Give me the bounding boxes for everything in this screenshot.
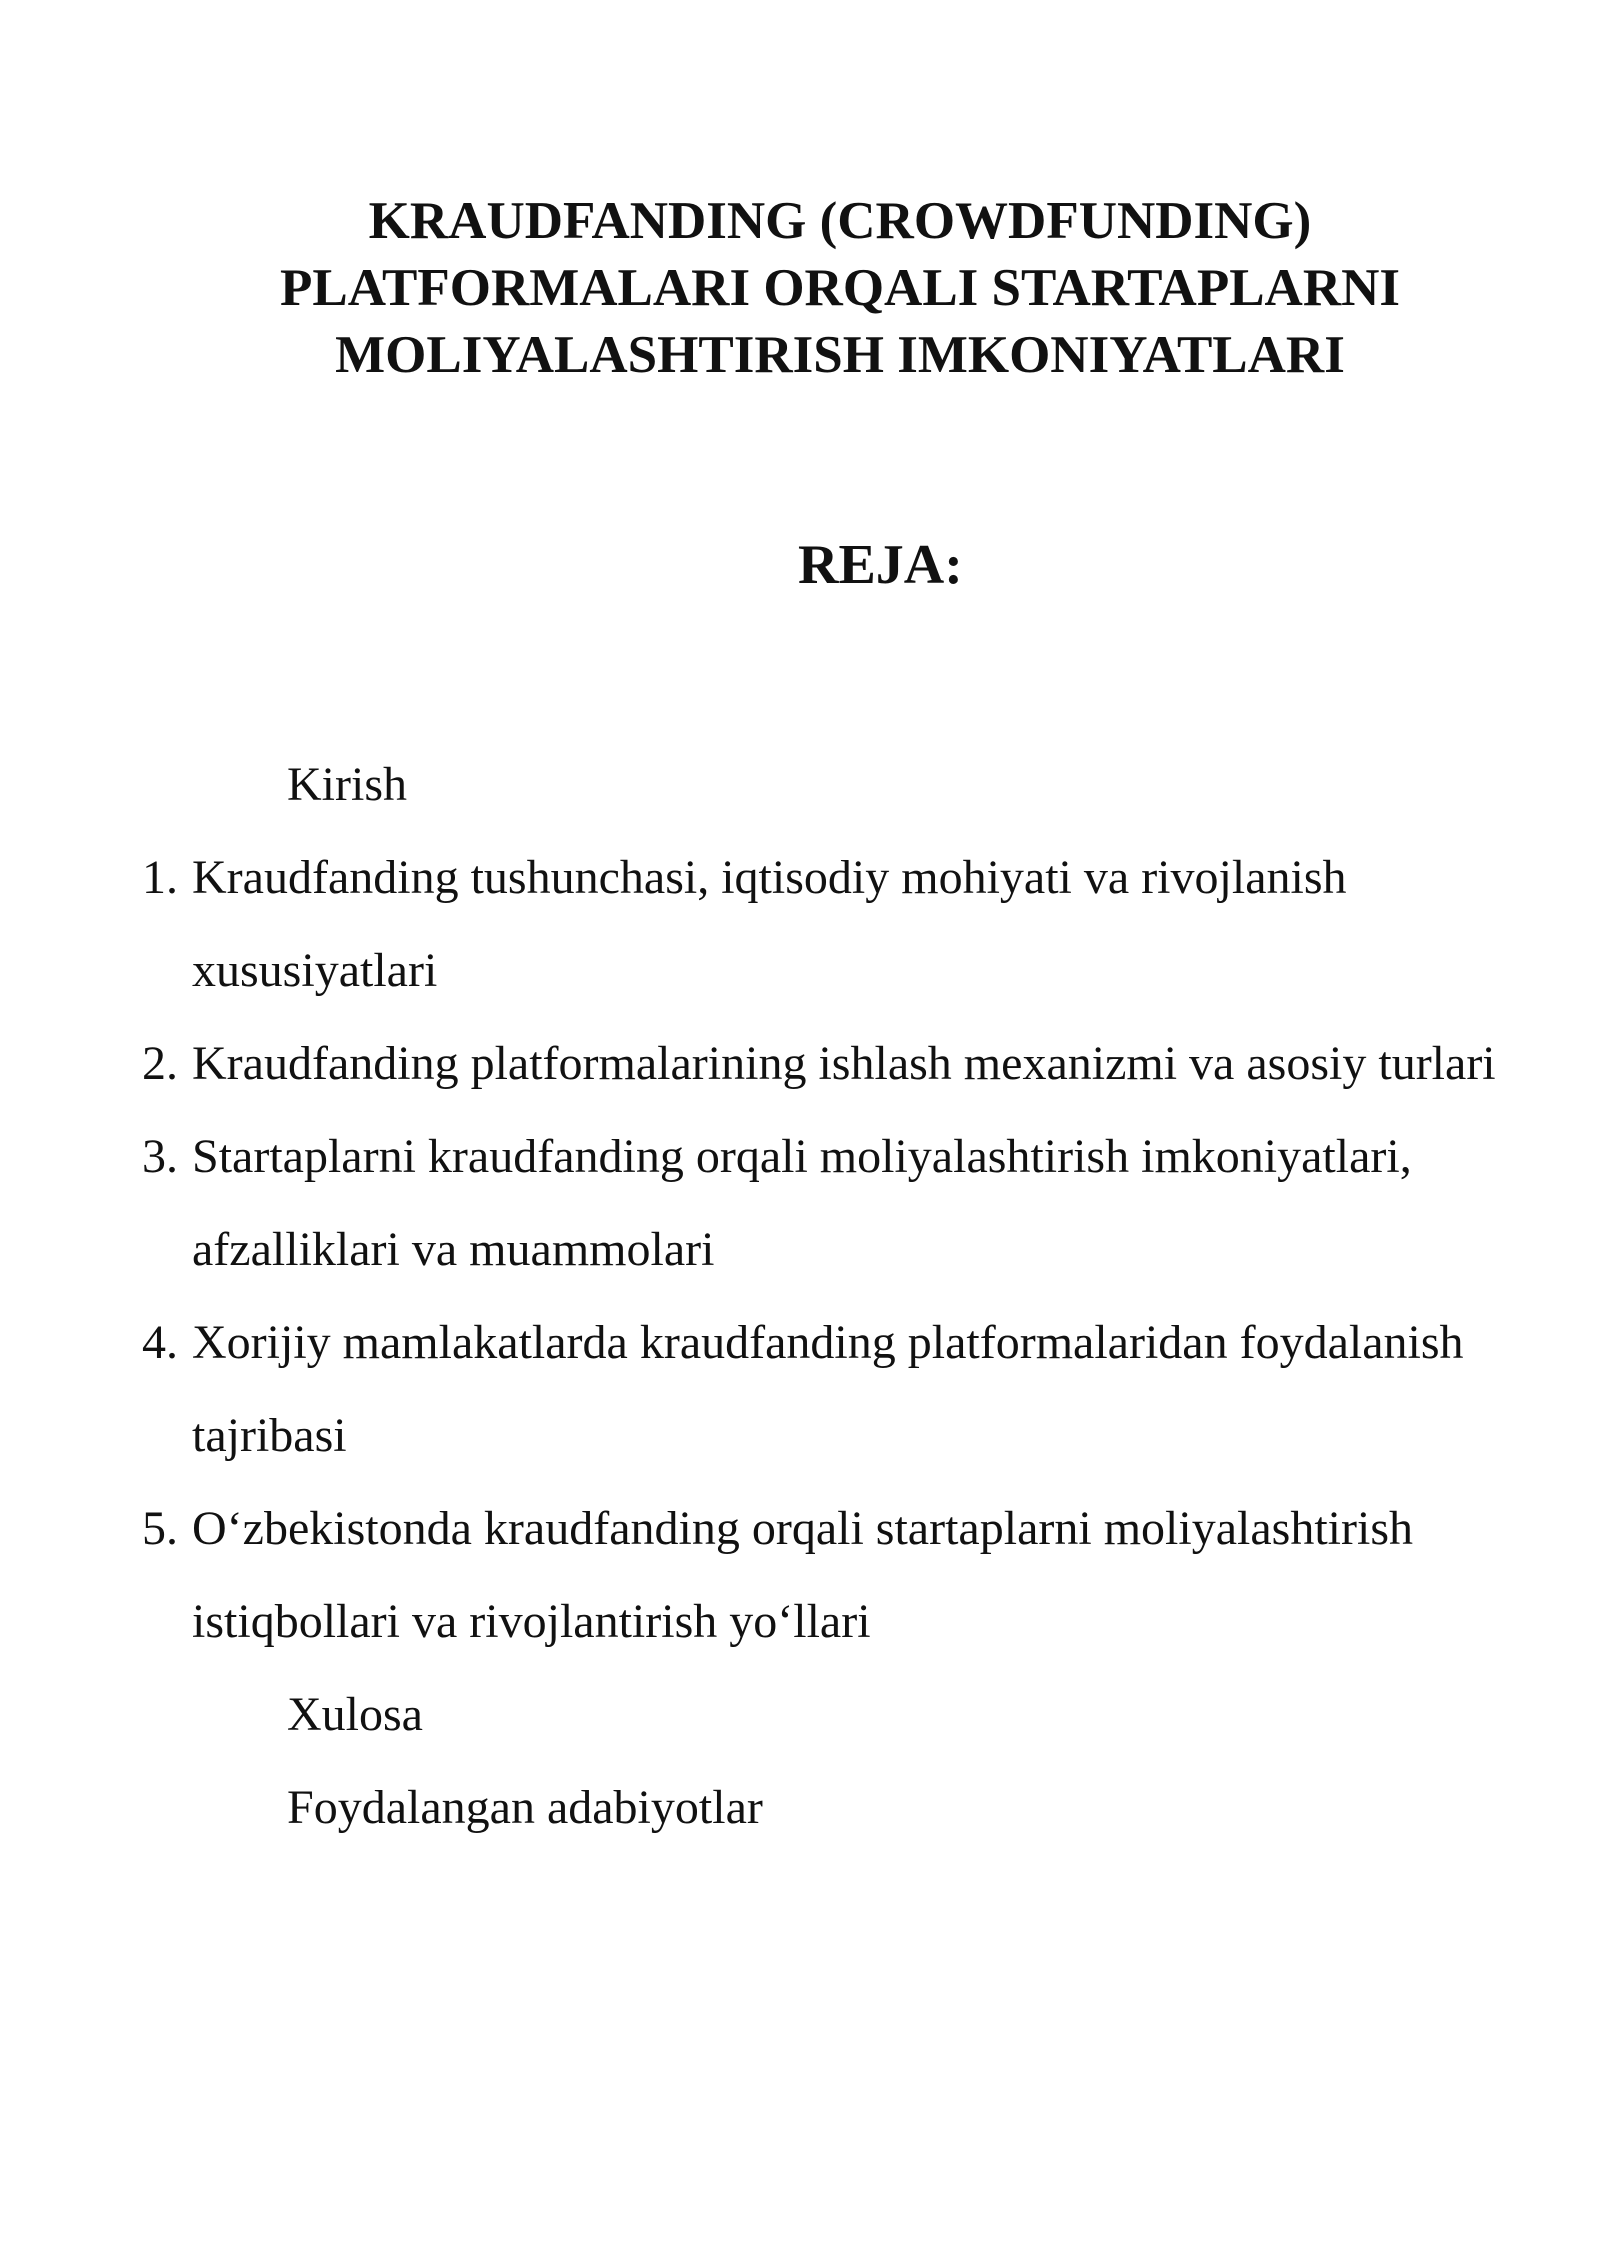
plan-item-number: 5. <box>142 1502 178 1555</box>
title-line-1: KRAUDFANDING (CROWDFUNDING) <box>368 192 1312 250</box>
plan-item-text: Kraudfanding platformalarining ishlash mexanizmi va asosiy turlari <box>192 1037 1496 1090</box>
plan-heading: REJA: <box>798 534 963 596</box>
references-item: Foydalangan adabiyotlar <box>287 1781 763 1834</box>
plan-list <box>0 738 1600 1854</box>
plan-item-number: 3. <box>142 1130 178 1183</box>
plan-item-4 <box>0 1296 1502 1482</box>
plan-item-text: O‘zbekistonda kraudfanding orqali startaplarni moliyalashtirish istiqbollari va rivojlantirish yo‘llari <box>192 1502 1413 1648</box>
plan-item-text: Xorijiy mamlakatlarda kraudfanding platformalaridan foydalanish tajribasi <box>192 1316 1464 1462</box>
plan-item-number: 2. <box>142 1037 178 1090</box>
intro-item: Kirish <box>287 758 407 811</box>
plan-item-text: Startaplarni kraudfanding orqali moliyalashtirish imkoniyatlari, afzalliklari va muammolari <box>192 1130 1412 1276</box>
title-line-2: PLATFORMALARI ORQALI STARTAPLARNI <box>279 259 1401 317</box>
title-line-3: MOLIYALASHTIRISH IMKONIYATLARI <box>335 326 1345 384</box>
plan-item-2 <box>0 1017 1502 1110</box>
plan-item-number: 4. <box>142 1316 178 1369</box>
plan-item-1 <box>0 831 1502 1017</box>
plan-item-number: 1. <box>142 851 178 904</box>
plan-item-5 <box>0 1482 1502 1668</box>
conclusion-item: Xulosa <box>287 1688 423 1741</box>
document-title <box>160 188 1520 389</box>
plan-item-text: Kraudfanding tushunchasi, iqtisodiy mohiyati va rivojlanish xususiyatlari <box>192 851 1347 997</box>
plan-item-3 <box>0 1110 1502 1296</box>
